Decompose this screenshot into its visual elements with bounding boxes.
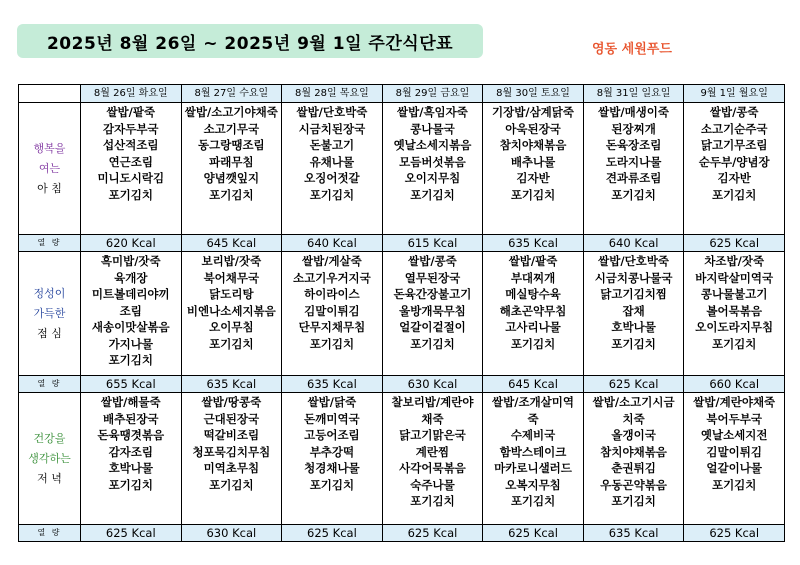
menu-item: 치죽 xyxy=(622,411,645,426)
menu-cell xyxy=(81,393,182,525)
kcal-value: 625 Kcal xyxy=(483,525,584,542)
menu-item: 포기김치 xyxy=(410,336,455,351)
menu-item: 포기김치 xyxy=(209,477,254,492)
menu-item: 미역초무침 xyxy=(203,461,260,475)
menu-item: 포기김치 xyxy=(209,187,254,202)
dinner-kcal-row xyxy=(19,525,785,542)
menu-item: 쌀밥/조개살미역 xyxy=(492,395,575,409)
day-header: 8월 31일 일요일 xyxy=(583,85,684,103)
menu-item: 김말이튀김 xyxy=(304,303,360,318)
menu-item: 쌀밥/닭죽 xyxy=(307,395,357,409)
menu-item: 쌀밥/흑임자죽 xyxy=(397,105,468,119)
breakfast-row xyxy=(19,103,785,235)
day-header: 8월 26일 화요일 xyxy=(81,85,182,103)
menu-item: 흑미밥/잣죽 xyxy=(100,254,161,268)
menu-item: 소고기무국 xyxy=(203,121,260,136)
menu-item: 북어채무국 xyxy=(203,270,260,285)
menu-item: 섭산적조림 xyxy=(103,138,159,152)
menu-cell xyxy=(483,393,584,525)
lunch-row xyxy=(19,252,785,376)
menu-item: 바지락살미역국 xyxy=(695,270,774,285)
menu-item: 콩나물국 xyxy=(410,121,455,136)
menu-item: 배추된장국 xyxy=(103,411,159,426)
kcal-value: 630 Kcal xyxy=(382,376,483,393)
menu-item: 쌀밥/팥죽 xyxy=(106,105,156,119)
menu-item: 돈육간장불고기 xyxy=(393,287,472,301)
menu-item: 가지나물 xyxy=(108,336,153,351)
menu-item: 쌀밥/단호박죽 xyxy=(296,105,368,119)
menu-item: 하이라이스 xyxy=(304,287,360,301)
menu-item: 부대찌개 xyxy=(510,270,556,285)
menu-item: 포기김치 xyxy=(510,336,556,351)
menu-cell xyxy=(382,252,483,376)
menu-item: 포기김치 xyxy=(309,187,355,202)
menu-item: 김말이튀김 xyxy=(706,444,762,459)
menu-item: 수제비국 xyxy=(510,428,556,442)
meal-label-line: 저 녁 xyxy=(37,471,62,485)
lunch-kcal-row xyxy=(19,376,785,393)
menu-item: 오이도라지무침 xyxy=(695,320,774,334)
menu-item: 돈깨미역국 xyxy=(304,411,360,426)
kcal-value: 635 Kcal xyxy=(181,376,282,393)
menu-item: 볼어묵볶음 xyxy=(706,303,762,318)
breakfast-kcal-row xyxy=(19,235,785,252)
menu-item: 조림 xyxy=(119,303,142,318)
menu-cell xyxy=(181,393,282,525)
menu-item: 연근조림 xyxy=(108,154,153,169)
menu-item: 쌀밥/계란야채죽 xyxy=(693,395,776,409)
menu-item: 북어두부국 xyxy=(706,411,762,426)
menu-item: 쌀밥/땅콩죽 xyxy=(201,395,262,409)
menu-cell xyxy=(684,252,785,376)
menu-item: 포기김치 xyxy=(611,494,656,508)
menu-item: 포기김치 xyxy=(108,187,153,202)
menu-item: 콩나물불고기 xyxy=(700,287,768,301)
page-title: 2025년 8월 26일 ~ 2025년 9월 1일 주간식단표 xyxy=(17,24,483,58)
dinner-row xyxy=(19,393,785,525)
menu-item: 포기김치 xyxy=(711,336,757,351)
menu-item: 닭고기무조림 xyxy=(700,138,768,152)
menu-item: 미트볼데리야끼 xyxy=(91,287,170,301)
lunch-label xyxy=(19,252,81,376)
menu-item: 쌀밥/소고기야채죽 xyxy=(184,105,278,119)
meal-label-line: 점 심 xyxy=(37,326,62,340)
menu-item: 오이무침 xyxy=(209,320,254,334)
menu-item: 메실탕수육 xyxy=(505,287,561,301)
menu-item: 쌀밥/단호박죽 xyxy=(598,254,670,268)
kcal-value: 630 Kcal xyxy=(181,525,282,542)
menu-item: 포기김치 xyxy=(410,187,455,202)
meal-label-line: 아 침 xyxy=(37,181,62,195)
menu-item: 돈육장조림 xyxy=(605,138,662,152)
menu-item: 옛날소세지전 xyxy=(700,428,768,442)
kcal-value: 625 Kcal xyxy=(81,525,182,542)
day-header-row xyxy=(19,85,785,103)
menu-item: 포기김치 xyxy=(611,336,656,351)
menu-item: 새송이맛살볶음 xyxy=(91,320,170,334)
kcal-value: 625 Kcal xyxy=(684,525,785,542)
menu-item: 소고기우거지국 xyxy=(293,270,371,285)
kcal-value: 635 Kcal xyxy=(483,235,584,252)
menu-item: 도라지나물 xyxy=(605,154,662,169)
menu-item: 해초곤약무침 xyxy=(499,303,567,318)
day-header: 9월 1일 월요일 xyxy=(684,85,785,103)
menu-item: 배추나물 xyxy=(510,154,556,169)
kcal-value: 640 Kcal xyxy=(583,235,684,252)
kcal-label: 열 량 xyxy=(19,525,81,542)
menu-cell xyxy=(684,103,785,235)
menu-item: 미니도시락김 xyxy=(97,171,165,185)
menu-item: 김자반 xyxy=(717,171,751,185)
menu-cell xyxy=(282,252,383,376)
company-name: 영동 세원푸드 xyxy=(592,42,672,57)
menu-item: 포기김치 xyxy=(510,494,556,508)
menu-item: 아욱된장국 xyxy=(505,121,561,136)
menu-item: 잡채 xyxy=(622,303,645,318)
menu-item: 유채나물 xyxy=(309,154,355,169)
kcal-value: 645 Kcal xyxy=(181,235,282,252)
menu-item: 쌀밥/해물죽 xyxy=(100,395,161,409)
menu-item: 열무된장국 xyxy=(404,270,461,285)
menu-item: 양념깻잎지 xyxy=(203,171,260,185)
menu-item: 쌀밥/콩죽 xyxy=(709,105,759,119)
meal-label-line: 건강을 xyxy=(33,431,66,445)
menu-cell xyxy=(81,103,182,235)
menu-item: 차조밥/잣죽 xyxy=(704,254,765,268)
menu-cell xyxy=(483,252,584,376)
day-header: 8월 30일 토요일 xyxy=(483,85,584,103)
menu-cell xyxy=(81,252,182,376)
menu-item: 오징어젓갈 xyxy=(304,171,360,185)
kcal-value: 625 Kcal xyxy=(684,235,785,252)
menu-cell xyxy=(684,393,785,525)
corner-cell xyxy=(19,85,81,103)
menu-item: 사각어묵볶음 xyxy=(399,461,466,475)
meal-label-line: 행복을 xyxy=(33,141,66,155)
menu-item: 보리밥/잣죽 xyxy=(201,254,262,268)
menu-item: 쌀밥/팥죽 xyxy=(508,254,558,268)
menu-item: 오이지무침 xyxy=(404,171,461,185)
menu-item: 쌀밥/매생이죽 xyxy=(598,105,670,119)
menu-item: 청경채나물 xyxy=(304,461,360,475)
menu-item: 계란찜 xyxy=(415,444,450,459)
menu-item: 마카로니샐러드 xyxy=(494,461,572,475)
menu-item: 파래무침 xyxy=(209,154,254,169)
menu-item: 고사리나물 xyxy=(505,320,561,334)
menu-item: 숙주나물 xyxy=(410,477,455,492)
menu-item: 찰보리밥/계란야 xyxy=(391,395,474,409)
menu-item: 소고기순주국 xyxy=(700,121,768,136)
menu-item: 닭고기맑은국 xyxy=(399,428,466,442)
kcal-value: 615 Kcal xyxy=(382,235,483,252)
menu-item: 오복지무침 xyxy=(505,477,561,492)
menu-item: 포기김치 xyxy=(108,353,153,367)
menu-item: 모듬버섯볶음 xyxy=(399,154,466,169)
menu-item: 포기김치 xyxy=(309,477,355,492)
menu-item: 닭고기김치찜 xyxy=(600,287,667,301)
kcal-value: 640 Kcal xyxy=(282,235,383,252)
menu-item: 시금치된장국 xyxy=(298,121,366,136)
menu-item: 감자두부국 xyxy=(103,121,159,136)
kcal-value: 660 Kcal xyxy=(684,376,785,393)
menu-item: 쌀밥/콩죽 xyxy=(408,254,457,268)
menu-item: 쌀밥/게살죽 xyxy=(302,254,362,268)
menu-item: 단무지채무침 xyxy=(298,320,366,334)
menu-item: 함박스테이크 xyxy=(499,444,567,459)
day-header: 8월 29일 금요일 xyxy=(382,85,483,103)
menu-item: 포기김치 xyxy=(108,477,153,492)
menu-item: 죽 xyxy=(527,411,539,426)
menu-item: 떡갈비조림 xyxy=(203,428,260,442)
menu-item: 포기김치 xyxy=(711,477,757,492)
menu-cell xyxy=(181,252,282,376)
menu-item: 포기김치 xyxy=(410,494,455,508)
menu-item: 얼갈이겉절이 xyxy=(399,320,466,334)
menu-item: 호박나물 xyxy=(108,461,153,475)
kcal-value: 625 Kcal xyxy=(382,525,483,542)
menu-item: 고등어조림 xyxy=(304,428,360,442)
menu-item: 기장밥/삼계닭죽 xyxy=(492,105,575,119)
menu-item: 순두부/양념장 xyxy=(698,154,770,169)
kcal-value: 635 Kcal xyxy=(583,525,684,542)
meal-label-line: 여는 xyxy=(38,161,61,175)
kcal-label: 열 량 xyxy=(19,376,81,393)
kcal-value: 625 Kcal xyxy=(583,376,684,393)
breakfast-label xyxy=(19,103,81,235)
menu-item: 춘권튀김 xyxy=(611,461,656,475)
menu-item: 참치야채볶음 xyxy=(499,138,567,152)
weekly-menu-table xyxy=(18,84,785,542)
menu-item: 돈불고기 xyxy=(309,138,355,152)
menu-item: 포기김치 xyxy=(309,336,355,351)
menu-item: 포기김치 xyxy=(510,187,556,202)
menu-item: 부추강떡 xyxy=(309,444,355,459)
menu-item: 우동곤약볶음 xyxy=(600,477,667,492)
menu-item: 시금치콩나물국 xyxy=(594,270,673,285)
menu-item: 감자조림 xyxy=(108,444,153,459)
day-header: 8월 27일 수요일 xyxy=(181,85,282,103)
menu-cell xyxy=(583,252,684,376)
kcal-label: 열 량 xyxy=(19,235,81,252)
kcal-value: 620 Kcal xyxy=(81,235,182,252)
kcal-value: 655 Kcal xyxy=(81,376,182,393)
menu-cell xyxy=(282,103,383,235)
menu-item: 참치야채볶음 xyxy=(600,444,667,459)
menu-item: 청포묵김치무침 xyxy=(192,444,271,459)
meal-label-line: 정성이 xyxy=(33,286,66,300)
menu-item: 포기김치 xyxy=(611,187,656,202)
menu-item: 육개장 xyxy=(114,270,148,285)
menu-item: 견과류조림 xyxy=(605,171,662,185)
menu-cell xyxy=(483,103,584,235)
menu-cell xyxy=(583,393,684,525)
menu-item: 근대된장국 xyxy=(203,411,260,426)
menu-item: 돈육땡겻볶음 xyxy=(97,428,165,442)
kcal-value: 625 Kcal xyxy=(282,525,383,542)
menu-item: 옛날소세지볶음 xyxy=(393,138,472,152)
menu-item: 비엔나소세지볶음 xyxy=(186,303,276,318)
menu-cell xyxy=(382,393,483,525)
meal-label-line: 가득한 xyxy=(33,306,66,320)
kcal-value: 635 Kcal xyxy=(282,376,383,393)
dinner-label xyxy=(19,393,81,525)
menu-cell xyxy=(583,103,684,235)
menu-item: 김자반 xyxy=(516,171,550,185)
menu-item: 포기김치 xyxy=(711,187,757,202)
meal-label-line: 생각하는 xyxy=(28,451,71,465)
menu-item: 쌀밥/소고기시금 xyxy=(592,395,675,409)
menu-cell xyxy=(382,103,483,235)
menu-item: 채죽 xyxy=(421,411,444,426)
menu-item: 동그랑땡조림 xyxy=(198,138,265,152)
menu-item: 호박나물 xyxy=(611,320,656,334)
menu-item: 닭도리탕 xyxy=(209,287,254,301)
menu-item: 얼갈이나물 xyxy=(706,461,762,475)
menu-item: 포기김치 xyxy=(209,336,254,351)
menu-cell xyxy=(282,393,383,525)
menu-cell xyxy=(181,103,282,235)
day-header: 8월 28일 목요일 xyxy=(282,85,383,103)
menu-item: 올갱이국 xyxy=(611,428,656,442)
kcal-value: 645 Kcal xyxy=(483,376,584,393)
menu-item: 울방개묵무침 xyxy=(399,303,466,318)
menu-item: 된장찌개 xyxy=(611,121,656,136)
